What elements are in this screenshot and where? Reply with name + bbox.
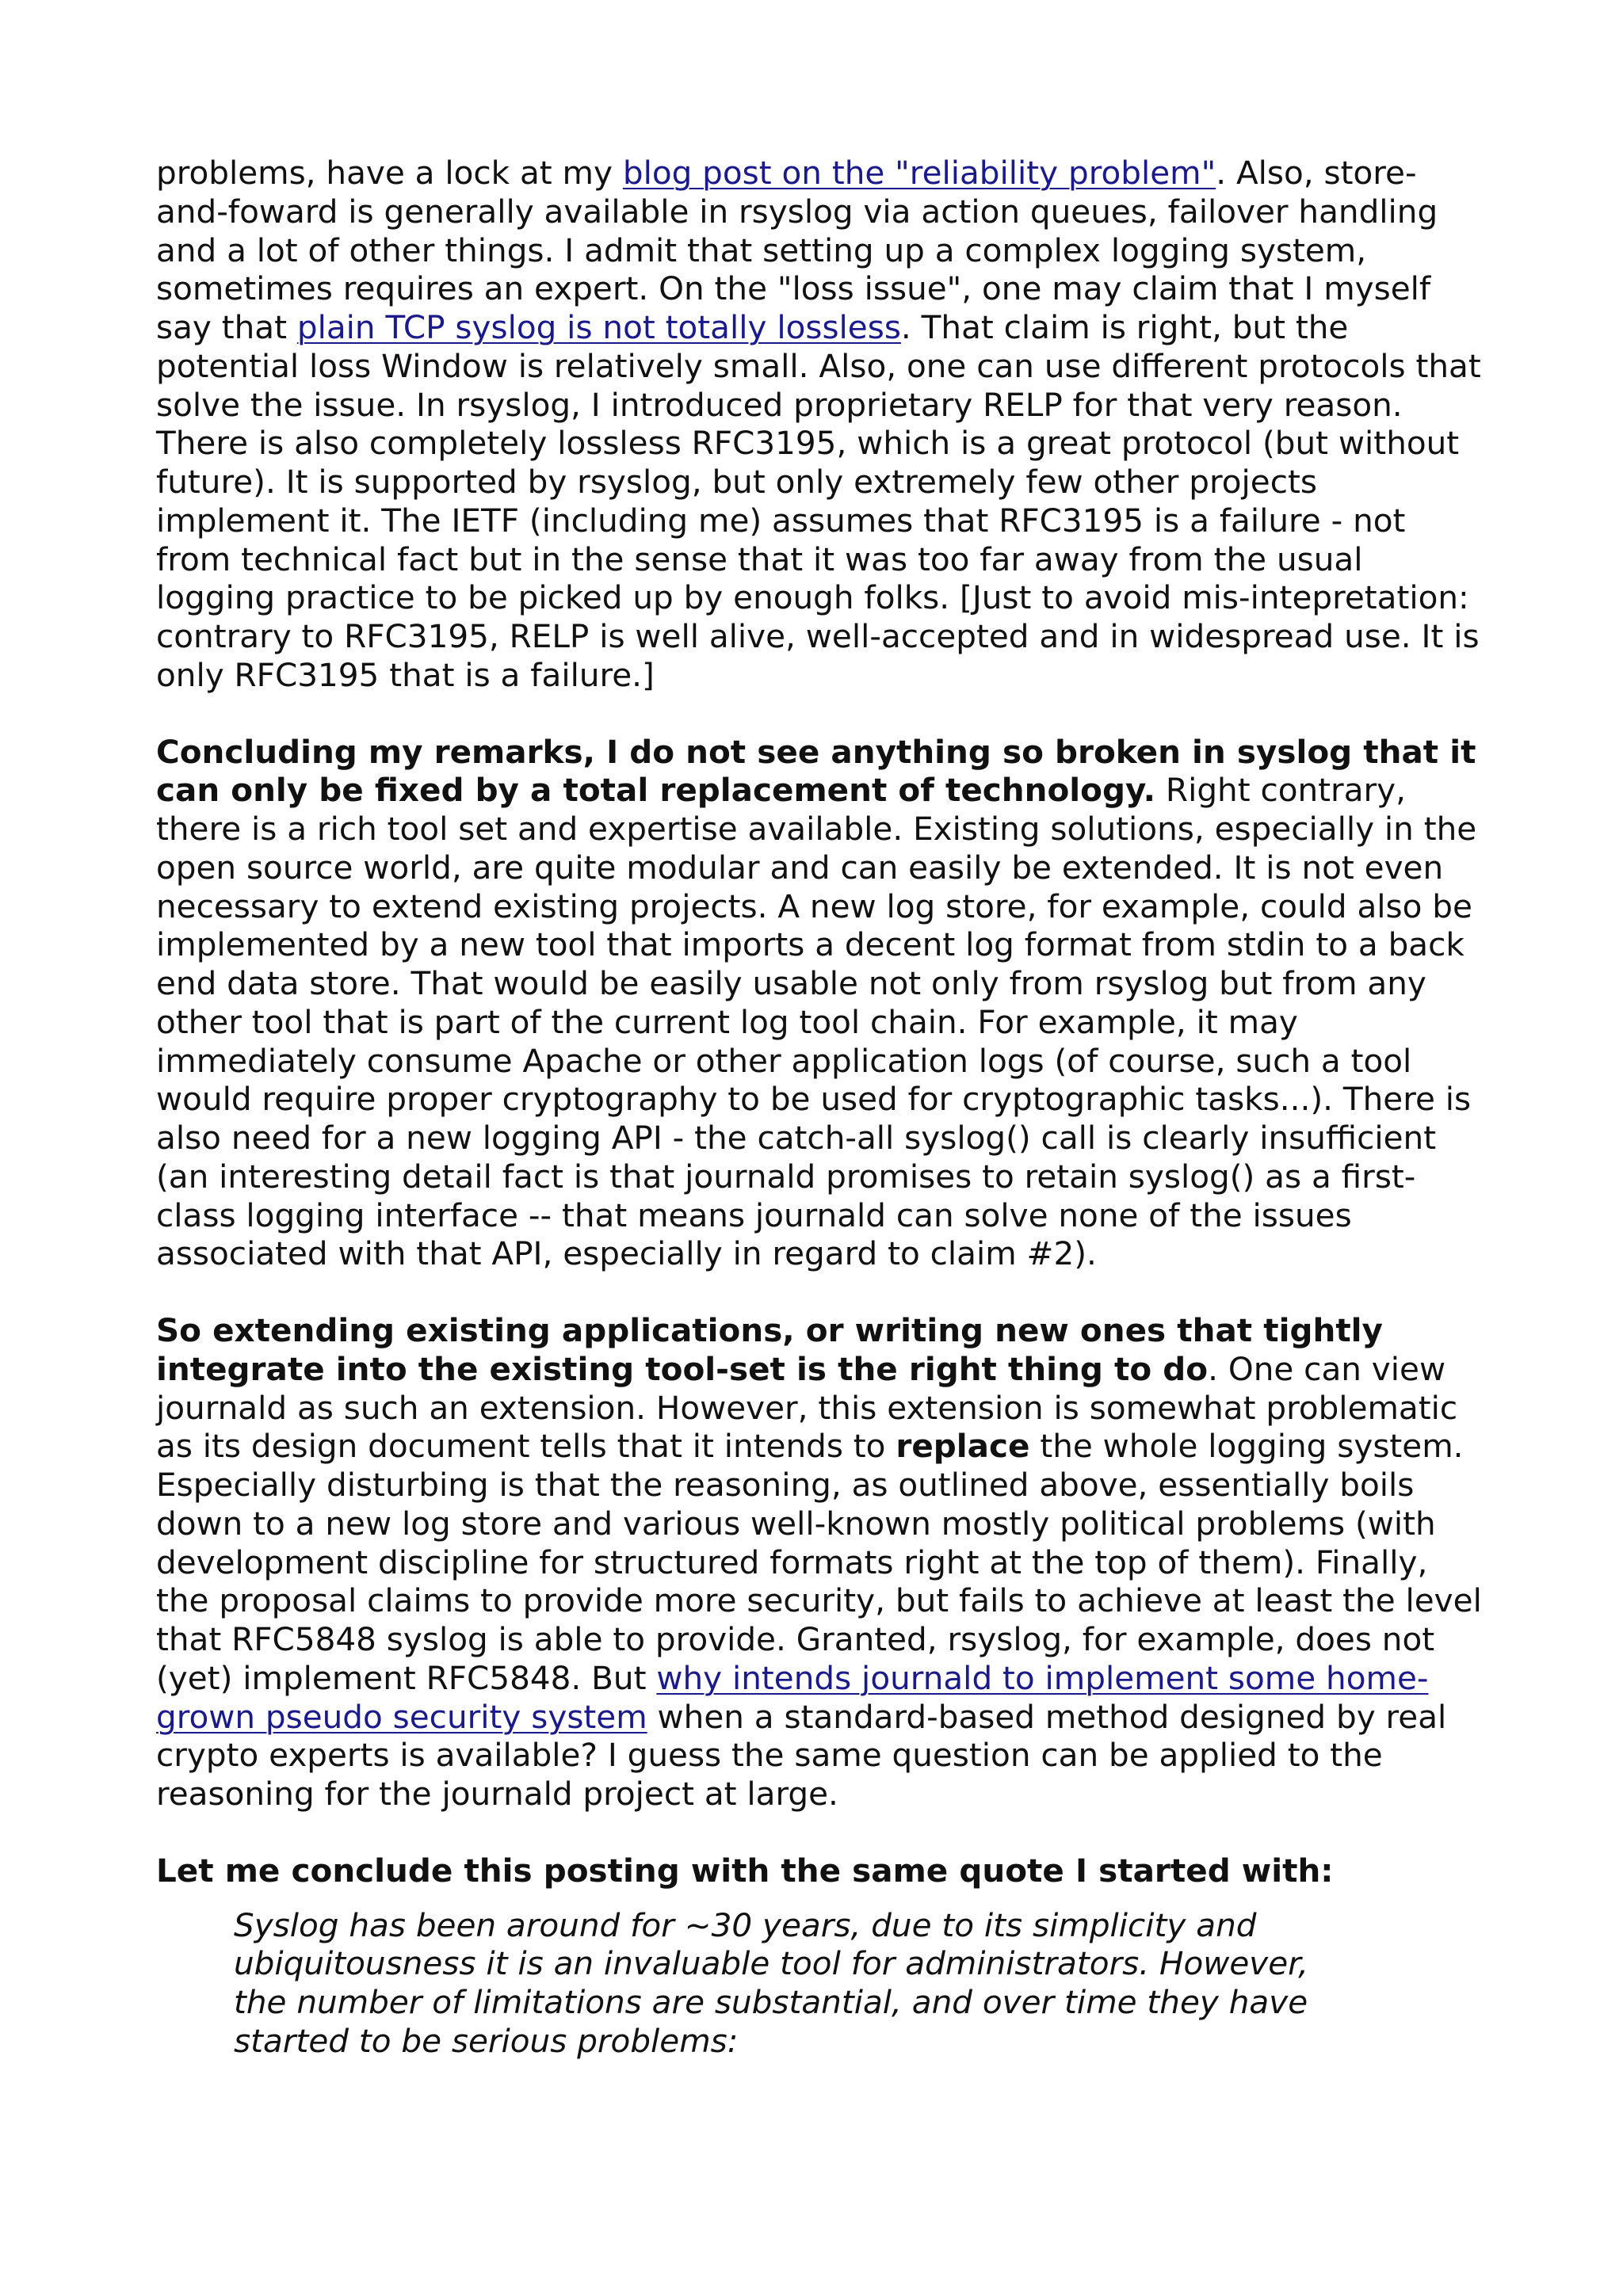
bold-statement: Let me conclude this posting with the same quote I started with: (156, 1851, 1334, 1890)
text-run: the whole logging system. Especially disturbing is that the reasoning, as outlined above, essentially boils down to a new log store and various well-known mostly political problems (with development discipline for structured formats right at the top of them). Finally, the proposal claims to provide more security, but fails to achieve at least the level that RFC5848 syslog is able to provide. Granted, rsyslog, for example, does not (yet) implement RFC5848. But (156, 1427, 1482, 1697)
bold-word-replace: replace (896, 1427, 1030, 1466)
text-run: . That claim is right, but the potential loss Window is relatively small. Also, one can use different protocols that solve the issue. In rsyslog, I introduced proprietary RELP for that very reason. There is also completely lossless RFC3195, which is a great protocol (but without future). It is supported by rsyslog, but only extremely few other projects implement it. The IETF (including me) assumes that RFC3195 is a failure - not from technical fact but in the sense that it was too far away from the usual logging practice to be picked up by enough folks. [Just to avoid mis-intepretation: contrary to RFC3195, RELP is well alive, well-accepted and in widespread use. It is only RFC3195 that is a failure.] (156, 308, 1481, 694)
text-run: when a standard-based method designed by real crypto experts is available? I guess the same question can be applied to the reasoning for the journald project at large. (156, 1697, 1447, 1813)
blog-post-reliability-link[interactable]: blog post on the "reliability problem" (622, 154, 1216, 192)
bold-statement: Concluding my remarks, I do not see anything so broken in syslog that it can only be fixed by a total replacement of technology. (156, 732, 1476, 810)
paragraph-reliability (156, 154, 1487, 695)
block-quote: Syslog has been around for ~30 years, due to its simplicity and ubiquitousness it is an invaluable tool for administrators. However, the number of limitations are substantial, and over time they have started to be serious problems: (234, 1905, 1308, 2060)
text-run: . One can view journald as such an extension. However, this extension is somewhat problematic as its design document tells that it intends to (156, 1349, 1458, 1466)
text-run: Right contrary, there is a rich tool set and expertise available. Existing solutions, especially in the open source world, are quite modular and can easily be extended. It is not even necessary to extend existing projects. A new log store, for example, could also be implemented by a new tool that imports a decent log format from stdin to a back end data store. That would be easily usable not only from rsyslog but from any other tool that is part of the current log tool chain. For example, it may immediately consume Apache or other application logs (of course, such a tool would require proper cryptography to be used for cryptographic tasks...). There is also need for a new logging API - the catch-all syslog() call is clearly insufficient (an interesting detail fact is that journald promises to retain syslog() as a first-class logging interface -- that means journald can solve none of the issues associated with that API, especially in regard to claim #2). (156, 771, 1477, 1273)
text-run: problems, have a lock at my (156, 154, 623, 192)
paragraph-conclusion-heading (156, 1852, 1487, 1890)
bold-statement: So extending existing applications, or writing new ones that tightly integrate into the existing tool-set is the right thing to do (156, 1311, 1383, 1388)
document-page (156, 154, 1487, 2061)
plain-tcp-syslog-link[interactable]: plain TCP syslog is not totally lossless (296, 308, 901, 346)
text-run: . Also, store-and-foward is generally available in rsyslog via action queues, failover handling and a lot of other things. I admit that setting up a complex logging system, sometimes requires an expert. On the "loss issue", one may claim that I myself say that (156, 154, 1438, 346)
paragraph-concluding-remarks (156, 733, 1487, 1274)
pseudo-security-system-link[interactable]: why intends journald to implement some home-grown pseudo security system (156, 1658, 1429, 1736)
paragraph-extending-applications (156, 1311, 1487, 1814)
